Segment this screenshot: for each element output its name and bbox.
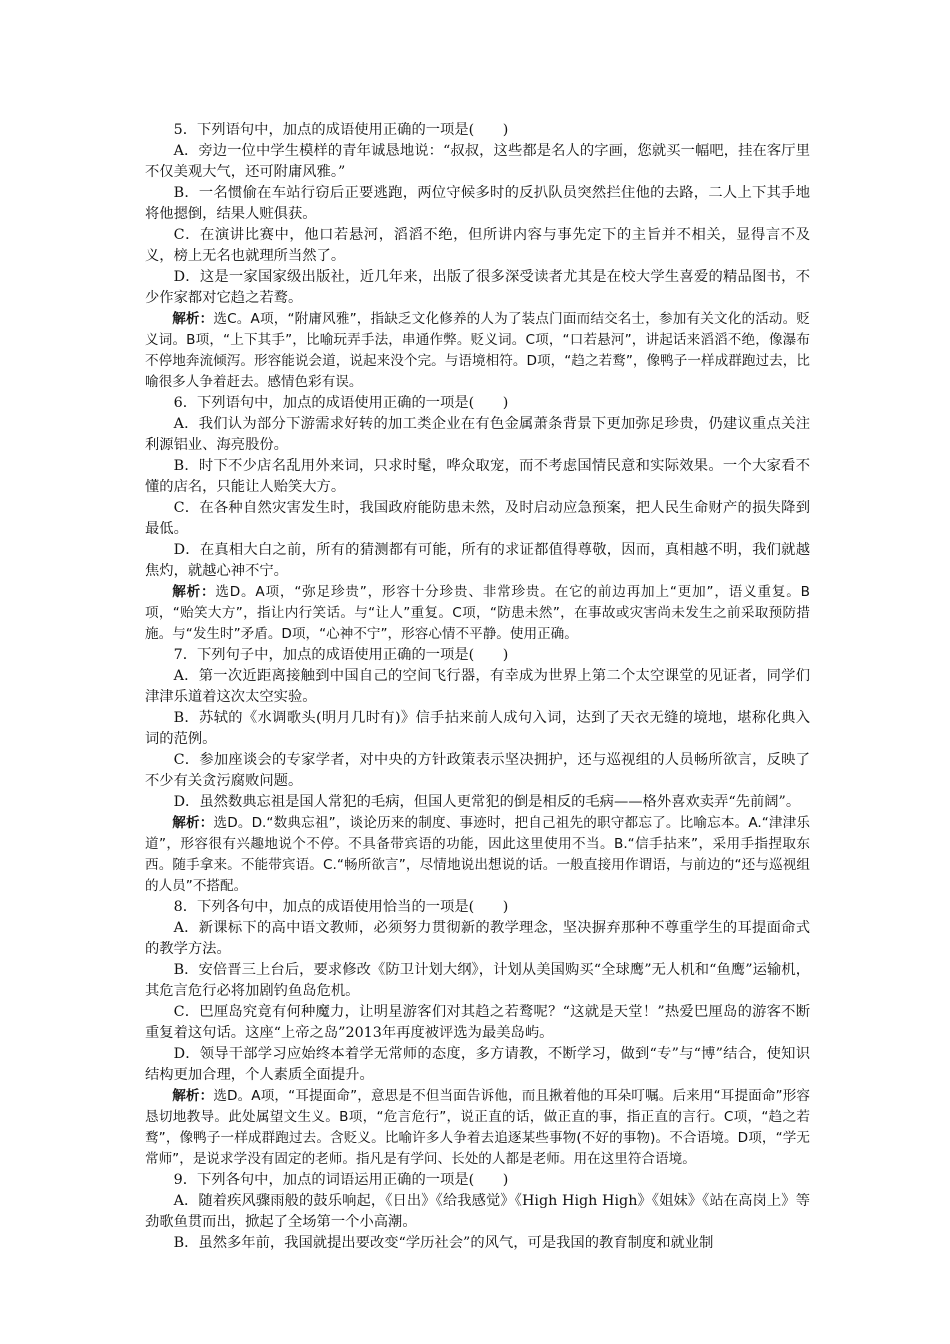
option-c: C．参加座谈会的专家学者，对中央的方针政策表示坚决拥护，还与巡视组的人员畅所欲言，反映了不少有关贪污腐败问题。 (145, 752, 810, 789)
option-a: A．旁边一位中学生模样的青年诚恳地说：“叔叔，这些都是名人的字画，您就买一幅吧，挂在客厅里不仅美观大气，还可附庸风雅。” (145, 143, 810, 180)
document-page (145, 120, 810, 1254)
option-d: D．领导干部学习应始终本着学无常师的态度，多方请教，不断学习，做到“专”与“博”结合，使知识结构更加合理，个人素质全面提升。 (145, 1046, 810, 1083)
question-stem: 9．下列各句中，加点的词语运用正确的一项是( ) (173, 1172, 509, 1188)
option-b: B．安倍晋三上台后，要求修改《防卫计划大纲》，计划从美国购买“全球鹰”无人机和“鱼鹰”运输机，其危言危行必将加剧钓鱼岛危机。 (145, 962, 810, 999)
option-d: D．这是一家国家级出版社，近几年来，出版了很多深受读者尤其是在校大学生喜爱的精品图书，不少作家都对它趋之若鹜。 (145, 269, 810, 306)
option-c: C．在各种自然灾害发生时，我国政府能防患未然，及时启动应急预案，把人民生命财产的损失降到最低。 (145, 500, 810, 537)
option-d: D．虽然数典忘祖是国人常犯的毛病，但国人更常犯的倒是相反的毛病——格外喜欢卖弄“先前阔”。 (173, 794, 801, 810)
analysis-text: 选C。A项，“附庸风雅”，指缺乏文化修养的人为了装点门面而结交名士，参加有关文化的活动。贬义词。B项，“上下其手”，比喻玩弄手法，串通作弊。贬义词。C项，“口若悬河”，讲起话来滔滔不绝，像瀑布不停地奔流倾泻。形容能说会道，说起来没个完。与语境相符。D项，“趋之若鹜”，像鸭子一样成群跑过去，比喻很多人争着赶去。感情色彩有误。 (145, 311, 811, 390)
analysis-text: 选D。A项，“耳提面命”，意思是不但当面告诉他，而且揪着他的耳朵叮嘱。后来用“耳提面命”形容恳切地教导。此处属望文生义。B项，“危言危行”，说正直的话，做正直的事，指正直的言行。C项，“趋之若鹜”，像鸭子一样成群跑过去。含贬义。比喻许多人争着去追逐某些事物(不好的事物)。不合语境。D项，“学无常师”，是说求学没有固定的老师。指凡是有学问、长处的人都是老师。用在这里符合语境。 (145, 1088, 811, 1167)
option-a: A．新课标下的高中语文教师，必须努力贯彻新的教学理念，坚决摒弃那种不尊重学生的耳提面命式的教学方法。 (145, 920, 810, 957)
option-b: B．苏轼的《水调歌头(明月几时有)》信手拈来前人成句入词，达到了天衣无缝的境地，堪称化典入词的范例。 (145, 710, 810, 747)
question-stem: 8．下列各句中，加点的成语使用恰当的一项是( ) (173, 899, 509, 915)
option-d: D．在真相大白之前，所有的猜测都有可能，所有的求证都值得尊敬，因而，真相越不明，我们就越焦灼，就越心神不宁。 (145, 542, 810, 579)
question-stem: 6．下列语句中，加点的成语使用正确的一项是( ) (173, 395, 509, 411)
option-c: C．在演讲比赛中，他口若悬河，滔滔不绝，但所讲内容与事先定下的主旨并不相关，显得言不及义，榜上无名也就理所当然了。 (145, 227, 810, 264)
option-b: B．时下不少店名乱用外来词，只求时髦，哗众取宠，而不考虑国情民意和实际效果。一个大家看不懂的店名，只能让人贻笑大方。 (145, 458, 810, 495)
question-stem: 5．下列语句中，加点的成语使用正确的一项是( ) (173, 122, 509, 138)
analysis-label: 解析： (172, 1088, 214, 1104)
option-a: A．我们认为部分下游需求好转的加工类企业在有色金属萧条背景下更加弥足珍贵，仍建议重点关注利源铝业、海亮股份。 (145, 416, 810, 453)
analysis-text: 选D。D.“数典忘祖”，谈论历来的制度、事迹时，把自己祖先的职守都忘了。比喻忘本。A.“津津乐道”，形容很有兴趣地说个不停。不具备带宾语的功能，因此这里使用不当。B.“信手拈来”，采用手指捏取东西。随手拿来。不能带宾语。C.“畅所欲言”，尽情地说出想说的话。一般直接用作谓语，与前边的“还与巡视组的人员”不搭配。 (145, 815, 811, 894)
analysis (145, 1086, 810, 1170)
option-c: C．巴厘岛究竟有何种魔力，让明星游客们对其趋之若鹜呢？“这就是天堂！”热爱巴厘岛的游客不断重复着这句话。这座“上帝之岛”2013年再度被评选为最美岛屿。 (145, 1004, 810, 1041)
option-b: B．虽然多年前，我国就提出要改变“学历社会”的风气，可是我国的教育制度和就业制 (173, 1235, 714, 1251)
option-a: A．随着疾风骤雨般的鼓乐响起，《日出》《给我感觉》《High High High》《姐妹》《站在高岗上》等劲歌鱼贯而出，掀起了全场第一个小高潮。 (145, 1193, 810, 1230)
analysis (145, 309, 810, 393)
analysis-label: 解析： (172, 311, 214, 327)
analysis-text: 选D。A项，“弥足珍贵”，形容十分珍贵、非常珍贵。在它的前边再加上“更加”，语义重复。B项，“贻笑大方”，指让内行笑话。与“让人”重复。C项，“防患未然”，在事故或灾害尚未发生之前采取预防措施。与“发生时”矛盾。D项，“心神不宁”，形容心情不平静。使用正确。 (145, 584, 811, 642)
analysis (145, 813, 810, 897)
analysis (145, 582, 810, 645)
analysis-label: 解析： (172, 815, 214, 831)
question-stem: 7．下列句子中，加点的成语使用正确的一项是( ) (173, 647, 509, 663)
option-a: A．第一次近距离接触到中国自己的空间飞行器，有幸成为世界上第二个太空课堂的见证者，同学们津津乐道着这次太空实验。 (145, 668, 810, 705)
option-b: B．一名惯偷在车站行窃后正要逃跑，两位守候多时的反扒队员突然拦住他的去路，二人上下其手地将他摁倒，结果人赃俱获。 (145, 185, 810, 222)
analysis-label: 解析： (172, 584, 216, 600)
